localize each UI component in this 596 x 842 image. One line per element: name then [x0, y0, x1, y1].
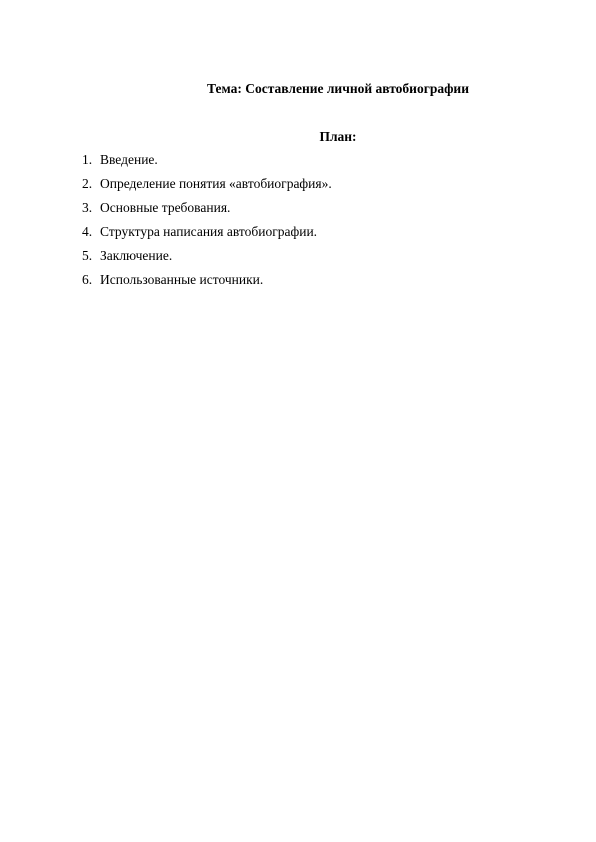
page-title: Тема: Составление личной автобиографии [207, 81, 469, 96]
list-item-text: Введение. [100, 152, 158, 167]
plan-heading: План: [319, 129, 357, 144]
list-item-text: Заключение. [100, 248, 173, 263]
list-item-text: Определение понятия «автобиография». [100, 176, 332, 191]
list-item [82, 151, 332, 169]
list-item-number: 1. [82, 152, 93, 167]
list-item-number: 3. [82, 200, 93, 215]
plan-list [82, 151, 332, 295]
list-item [82, 247, 332, 265]
list-item-text: Основные требования. [100, 200, 231, 215]
list-item-number: 5. [82, 248, 93, 263]
list-item [82, 223, 332, 241]
list-item-number: 4. [82, 224, 93, 239]
list-item [82, 271, 332, 289]
list-item-text: Структура написания автобиографии. [100, 224, 318, 239]
list-item [82, 175, 332, 193]
list-item [82, 199, 332, 217]
list-item-number: 6. [82, 272, 93, 287]
list-item-number: 2. [82, 176, 93, 191]
list-item-text: Использованные источники. [100, 272, 264, 287]
